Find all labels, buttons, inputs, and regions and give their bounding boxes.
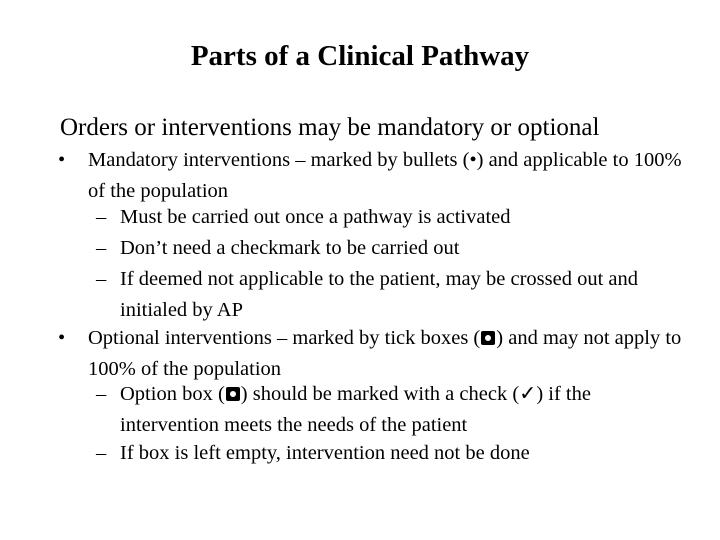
dash-icon: – [96,383,107,405]
bullet-icon: • [58,327,66,349]
subbullet-option-box-text-a: Option box ( [120,383,225,405]
subbullet-text: If deemed not applicable to the patient, may be crossed out and initialed by AP [120,268,639,321]
bullet-mandatory [58,145,688,207]
subbullet-not-applicable [96,264,691,326]
bullet-mandatory-text: Mandatory interventions – marked by bullets (•) and applicable to 100% of the population [88,149,682,202]
dash-icon: – [96,268,107,290]
tick-box-icon [226,387,240,401]
bullet-optional-text [58,323,688,385]
subbullet-must-carry-out [96,202,691,233]
dash-icon: – [96,442,107,464]
subbullet-option-box [96,379,691,441]
bullet-optional [58,323,688,385]
slide-title: Parts of a Clinical Pathway [190,40,530,72]
subbullet-text: Must be carried out once a pathway is activated [120,206,511,228]
bullet-optional-text-a: Optional interventions – marked by tick boxes ( [88,327,481,349]
subbullet-no-checkmark [96,233,691,264]
subbullet-text: If box is left empty, intervention need not be done [120,442,530,464]
dash-icon: – [96,237,107,259]
bullet-optional-text-b: ) and may not apply to 100% of the population [88,327,682,380]
subbullet-text [96,379,691,441]
dash-icon: – [96,206,107,228]
bullet-icon: • [58,149,66,171]
subbullet-box-empty [96,438,691,469]
intro-text: Orders or interventions may be mandatory or optional [60,114,600,141]
tick-box-icon [481,331,495,345]
subbullet-option-box-text-b: ) should be marked with a check (✓) if the intervention meets the needs of the patient [120,383,591,436]
subbullet-text: Don’t need a checkmark to be carried out [120,237,460,259]
